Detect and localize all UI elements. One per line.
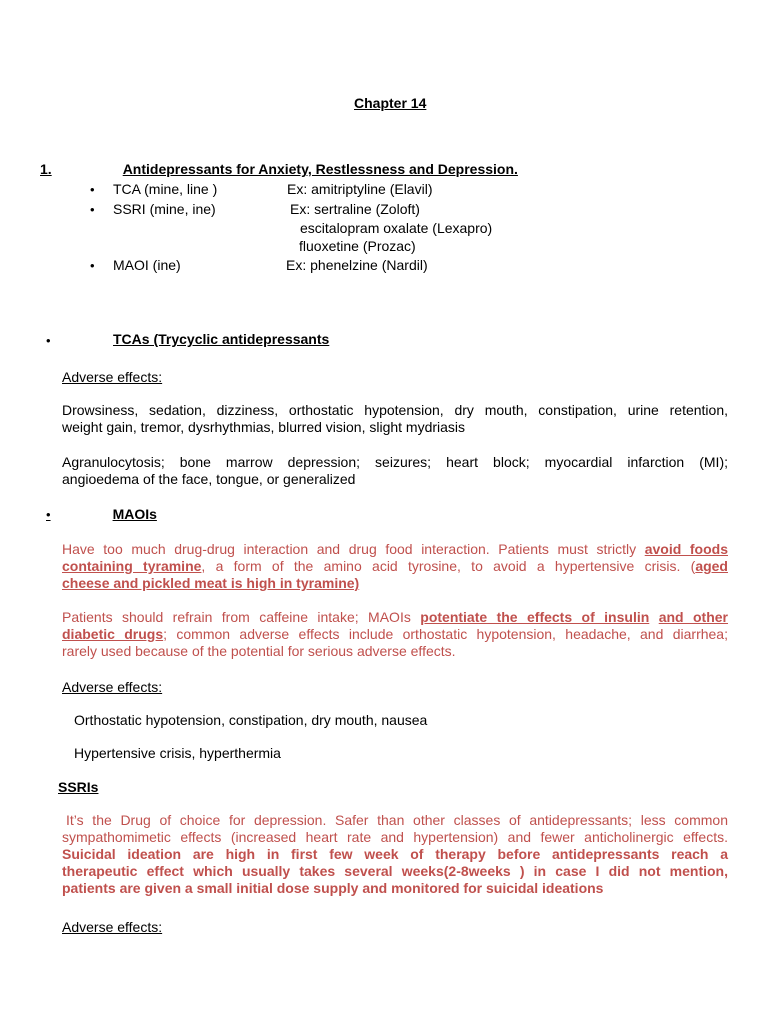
maoi-heading-row	[46, 506, 160, 523]
maoi-heading: MAOIs	[112, 506, 157, 522]
tca-adverse-label: Adverse effects:	[62, 369, 163, 385]
maoi-effect-1: Orthostatic hypotension, constipation, dry mouth, nausea	[74, 712, 428, 728]
ssri-line-1: It’s the Drug of choice for depression. Safer than other classes of antidepressants; less common	[66, 812, 728, 828]
ssri-para	[62, 812, 728, 897]
tca-heading: TCAs (Trycyclic antidepressants	[113, 331, 330, 347]
tca-para1-line2: weight gain, tremor, dysrhythmias, blurred vision, slight mydriasis	[62, 419, 466, 435]
maoi-adverse-label: Adverse effects:	[62, 679, 163, 695]
ssri-example: Ex: sertraline (Zoloft)	[290, 201, 420, 217]
ssri-extra-1: escitalopram oxalate (Lexapro)	[300, 220, 493, 236]
maoi-p2-emph-insulin: potentiate the effects of insulin	[420, 609, 650, 625]
tca-label: TCA (mine, line )	[113, 181, 218, 197]
tca-para2	[62, 454, 728, 488]
maoi-p2-emph-other: and other	[658, 609, 729, 625]
maoi-p1-text: Have too much drug-drug interaction and drug food interaction. Patients must strictly	[62, 541, 645, 557]
maoi-p1-emph-cheese: cheese and pickled meat is high in tyramine)	[62, 575, 360, 591]
maoi-label: MAOI (ine)	[113, 257, 181, 273]
page-title: Chapter 14	[354, 95, 427, 111]
bullet-tca: •	[90, 182, 95, 197]
ssri-line-4: therapeutic effect which usually takes several weeks(2-8weeks ) in case I did not mention,	[62, 863, 728, 879]
bullet-tcas: •	[46, 333, 51, 348]
maoi-para2	[62, 609, 728, 660]
bullet-ssri: •	[90, 202, 95, 217]
ssri-heading: SSRIs	[58, 779, 99, 795]
ssri-adverse-label: Adverse effects:	[62, 919, 163, 935]
tca-example: Ex: amitriptyline (Elavil)	[287, 181, 433, 197]
ssri-line-5: patients are given a small initial dose supply and monitored for suicidal ideations	[62, 880, 604, 896]
tca-para1	[62, 402, 728, 436]
ssri-line-2: sympathomimetic effects (increased heart rate and hypertension) and fewer anticholinergic effects.	[62, 829, 728, 845]
maoi-para1	[62, 541, 728, 592]
section1-heading: Antidepressants for Anxiety, Restlessness and Depression.	[122, 161, 518, 177]
bullet-maois: •	[46, 507, 51, 522]
maoi-p1-emph-tyramine: containing tyramine	[62, 558, 202, 574]
section1-number: 1.	[40, 161, 52, 177]
bullet-maoi: •	[90, 258, 95, 273]
maoi-p1-emph-aged: aged	[695, 558, 728, 574]
ssri-extra-2: fluoxetine (Prozac)	[299, 238, 416, 254]
maoi-effect-2: Hypertensive crisis, hyperthermia	[74, 745, 281, 761]
maoi-p2-text2: ; common adverse effects include orthostatic hypotension, headache, and diarrhea;	[163, 626, 728, 642]
maoi-p1-text2: , a form of the amino acid tyrosine, to avoid a hypertensive crisis. (	[201, 558, 696, 574]
section1-heading-row	[40, 161, 534, 178]
ssri-line-3: Suicidal ideation are high in first few week of therapy before antidepressants reach a	[62, 846, 728, 862]
tca-para2-line2: angioedema of the face, tongue, or generalized	[62, 471, 356, 487]
maoi-p2-text: Patients should refrain from caffeine intake; MAOIs	[62, 609, 421, 625]
maoi-p2-text3: rarely used because of the potential for serious adverse effects.	[62, 643, 456, 659]
maoi-p2-emph-diabetic: diabetic drugs	[62, 626, 164, 642]
maoi-example: Ex: phenelzine (Nardil)	[286, 257, 428, 273]
ssri-label: SSRI (mine, ine)	[113, 201, 216, 217]
maoi-p1-emph-avoid: avoid foods	[644, 541, 728, 557]
tca-para1-line1: Drowsiness, sedation, dizziness, orthostatic hypotension, dry mouth, constipation, urine retention,	[62, 402, 728, 418]
tca-para2-line1: Agranulocytosis; bone marrow depression; seizures; heart block; myocardial infarction (MI);	[62, 454, 728, 470]
